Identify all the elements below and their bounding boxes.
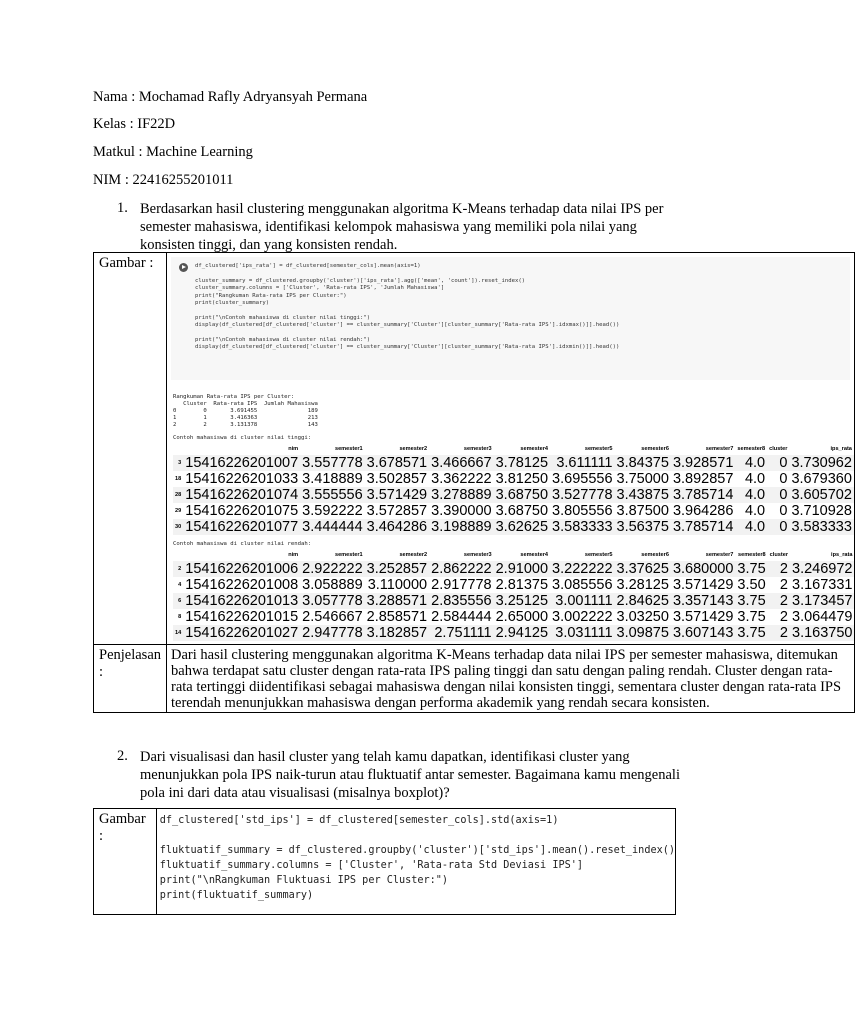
code-line: print(cluster_summary) (195, 299, 270, 306)
row-index: 2 (178, 566, 182, 572)
code-line: print("\nContoh mahasiswa di cluster nilai tinggi:") (195, 314, 371, 321)
code-line: display(df_clustered[df_clustered['cluster'] == cluster_summary['Cluster'][cluster_summary['Rata-rata IPS'].idxmin()]].head()) (195, 344, 620, 351)
table-cell: 3.75 (737, 609, 766, 625)
penjelasan-text: Dari hasil clustering menggunakan algoritma K-Means terhadap data nilai IPS per semester mahasiswa, ditemukan bahwa terdapat satu cluster dengan rata-rata IPS paling tinggi dan satu dengan paling rendah. Cluster dengan rata-rata tertinggi diidentifikasi sebagai mahasiswa dengan nilai konsisten tinggi, sementara cluster dengan rata-rata IPS terendah menunjukkan mahasiswa dengan performa akademik yang rendah secara konsisten. (167, 645, 855, 713)
table-row (173, 593, 854, 609)
table-header-row (173, 548, 854, 561)
code-line: print(fluktuatif_summary) (159, 890, 314, 901)
column-header: semester3 (463, 445, 492, 452)
row-index: 29 (175, 508, 182, 514)
column-header: semester5 (584, 445, 613, 452)
code-line: print("Rangkuman Rata-rata IPS per Cluster:") (195, 292, 347, 299)
table-cell: 3.68750 (495, 487, 549, 503)
table-cell: 3.75 (737, 593, 766, 609)
table-cell: 3.56375 (616, 519, 669, 535)
table-cell: 3.110000 (367, 577, 428, 593)
table-cell: 3.502857 (366, 471, 428, 487)
course-name: Matkul : Machine Learning (93, 144, 253, 160)
table-cell: 3.25125 (495, 593, 549, 609)
table-cell: 3.03250 (616, 609, 669, 625)
table-cell: 3.75000 (616, 471, 669, 487)
table-cell: 3.002222 (552, 609, 613, 625)
table-cell: 3.466667 (431, 455, 492, 471)
table-cell: 2.81375 (495, 577, 549, 593)
table-cell: 4.0 (744, 471, 766, 487)
column-header: ips_rata (830, 445, 852, 452)
question-1-text: Berdasarkan hasil clustering menggunakan algoritma K-Means terhadap data nilai IPS per semester mahasiswa, identifikasi kelompok mahasiswa yang memiliki pola nilai yang konsisten tinggi, dan yang konsisten rendah. (140, 201, 664, 253)
table-cell: 3.001111 (555, 593, 613, 609)
code-line: cluster_summary = df_clustered.groupby('cluster')['ips_rata'].agg(['mean', 'count']).reset_index() (195, 277, 526, 284)
table-cell: 2 (779, 577, 788, 593)
table-cell: 3.085556 (552, 577, 613, 593)
table-cell: 3.678571 (366, 455, 428, 471)
table-cell: 0 (779, 503, 788, 519)
code-line (195, 270, 619, 277)
table-cell: 3.362222 (431, 471, 492, 487)
run-cell-icon[interactable] (179, 263, 188, 272)
row-index: 4 (178, 582, 182, 588)
table-cell: 4.0 (744, 487, 766, 503)
table-cell: 15416226201006 (185, 561, 299, 577)
table-cell: 3.695556 (552, 471, 613, 487)
table-cell: 15416226201033 (185, 471, 299, 487)
table-row (173, 503, 854, 519)
student-class: Kelas : IF22D (93, 116, 176, 132)
gambar-content-2 (156, 809, 675, 915)
table-row (173, 561, 854, 577)
table-cell: 3.527778 (552, 487, 613, 503)
row-index: 18 (175, 476, 182, 482)
student-name: Nama : Mochamad Rafly Adryansyah Permana (93, 89, 368, 105)
table-cell: 3.892857 (672, 471, 734, 487)
table-cell: 3.730962 (791, 455, 852, 471)
table-cell: 3.464286 (366, 519, 428, 535)
table-cell: 3.805556 (552, 503, 613, 519)
row-index: 30 (175, 524, 182, 530)
table-cell: 3.785714 (672, 519, 734, 535)
column-header: semester2 (399, 445, 428, 452)
row-index: 14 (175, 630, 182, 636)
table-cell: 2 (779, 561, 788, 577)
table-cell: 4.0 (744, 503, 766, 519)
table-cell: 2 (779, 593, 788, 609)
row-index: 28 (175, 492, 182, 498)
column-header: semester7 (705, 551, 734, 558)
table-cell: 3.572857 (366, 503, 428, 519)
table-row (173, 625, 854, 641)
code-line: display(df_clustered[df_clustered['cluster'] == cluster_summary['Cluster'][cluster_summary['Rata-rata IPS'].idxmax()]].head()) (195, 322, 620, 329)
table-cell: 3.607143 (672, 625, 734, 641)
table-cell: 3.964286 (672, 503, 734, 519)
table-cell: 4.0 (744, 455, 766, 471)
code-line: df_clustered['std_ips'] = df_clustered[semester_cols].std(axis=1) (159, 815, 559, 826)
column-header: semester6 (641, 551, 669, 558)
table-cell: 3.555556 (302, 487, 363, 503)
table-row (173, 577, 854, 593)
table-cell: 3.064479 (792, 609, 853, 625)
table-cell: 3.84375 (616, 455, 669, 471)
table-cell: 2.94125 (495, 625, 549, 641)
table-row (173, 609, 854, 625)
table-cell: 3.50 (737, 577, 766, 593)
question-1-number: 1. (117, 200, 128, 216)
table-cell: 3.444444 (302, 519, 363, 535)
table-cell: 3.278889 (431, 487, 492, 503)
gambar-content-1 (167, 253, 855, 645)
column-header: semester1 (334, 551, 363, 558)
table-cell: 2.751111 (434, 625, 492, 641)
table-cell: 3.031111 (555, 625, 613, 641)
table-cell: 15416226201008 (185, 577, 299, 593)
table-row (173, 519, 854, 535)
column-header: semester1 (334, 445, 363, 452)
column-header: semester4 (520, 445, 549, 452)
high-cluster-table (173, 442, 854, 535)
table-cell: 15416226201077 (185, 519, 299, 535)
table-cell: 3.78125 (495, 455, 549, 471)
table-cell: 3.198889 (431, 519, 492, 535)
table-cell: 3.62625 (495, 519, 549, 535)
table-cell: 3.75 (737, 625, 766, 641)
table-cell: 0 (779, 471, 788, 487)
code-line: print("\nRangkuman Fluktuasi IPS per Cluster:") (159, 875, 449, 886)
table-row (173, 455, 854, 471)
table-cell: 3.710928 (791, 503, 852, 519)
code-line: df_clustered['ips_rata'] = df_clustered[semester_cols].mean(axis=1) (195, 263, 421, 269)
question-2-number: 2. (117, 748, 128, 764)
table-cell: 3.583333 (791, 519, 852, 535)
gambar-label-2: Gambar : (94, 809, 157, 915)
table-cell: 3.288571 (366, 593, 428, 609)
low-cluster-table (173, 548, 854, 641)
table-cell: 2.862222 (431, 561, 492, 577)
column-header: semester8 (737, 445, 766, 452)
table-cell: 0 (779, 455, 788, 471)
table-cell: 3.252857 (366, 561, 428, 577)
column-header (173, 442, 183, 455)
code-line (160, 828, 675, 843)
column-header: cluster (769, 445, 788, 452)
table-cell: 3.43875 (616, 487, 669, 503)
code-line: print("\nContoh mahasiswa di cluster nilai rendah:") (195, 336, 371, 343)
column-header: ips_rata (831, 551, 853, 558)
table-cell: 3.611111 (556, 455, 613, 471)
table-cell: 3.68750 (495, 503, 549, 519)
table-cell: 3.75 (737, 561, 766, 577)
table-cell: 2.922222 (302, 561, 363, 577)
row-index: 6 (178, 598, 182, 604)
table-cell: 15416226201015 (185, 609, 299, 625)
low-cluster-title: Contoh mahasiswa di cluster nilai rendah: (173, 541, 312, 547)
question-1-table (93, 252, 855, 713)
code-line (195, 330, 619, 337)
row-index: 3 (178, 460, 182, 466)
table-cell: 3.557778 (302, 455, 363, 471)
column-header: semester8 (737, 551, 766, 558)
table-row (173, 471, 854, 487)
table-cell: 15416226201075 (185, 503, 299, 519)
table-cell: 3.928571 (672, 455, 734, 471)
table-cell: 3.057778 (302, 593, 363, 609)
column-header: nim (288, 551, 299, 558)
table-cell: 3.246972 (792, 561, 853, 577)
table-cell: 15416226201013 (185, 593, 299, 609)
table-cell: 3.592222 (302, 503, 363, 519)
table-cell: 2.546667 (302, 609, 363, 625)
column-header: semester2 (399, 551, 428, 558)
table-cell: 3.222222 (552, 561, 613, 577)
table-cell: 3.571429 (672, 609, 734, 625)
table-cell: 2.65000 (495, 609, 549, 625)
code-cell-1 (171, 257, 850, 380)
table-cell: 2.917778 (431, 577, 492, 593)
table-cell: 3.605702 (791, 487, 852, 503)
table-cell: 2.858571 (366, 609, 428, 625)
student-nim: NIM : 22416255201011 (93, 172, 234, 188)
table-cell: 15416226201027 (185, 625, 299, 641)
table-cell: 3.09875 (616, 625, 669, 641)
table-cell: 0 (779, 487, 788, 503)
table-cell: 4.0 (744, 519, 766, 535)
code-line (195, 307, 619, 314)
table-cell: 3.390000 (431, 503, 492, 519)
code-line: cluster_summary.columns = ['Cluster', 'Rata-rata IPS', 'Jumlah Mahasiswa'] (195, 285, 445, 292)
column-header: nim (288, 445, 299, 452)
table-cell: 3.37625 (616, 561, 669, 577)
column-header: semester7 (705, 445, 734, 452)
table-cell: 3.785714 (672, 487, 734, 503)
table-cell: 2.947778 (302, 625, 363, 641)
summary-output: Rangkuman Rata-rata IPS per Cluster: Cluster Rata-rata IPS Jumlah Mahasiswa 0 0 3.691455 189 1 1 3.416363 213 2 2 3.131378 143 (173, 394, 318, 428)
table-cell: 2.84625 (616, 593, 669, 609)
table-cell: 2 (779, 609, 788, 625)
table-cell: 3.81250 (495, 471, 549, 487)
column-header: semester6 (641, 445, 669, 452)
table-cell: 2 (779, 625, 788, 641)
table-cell: 3.571429 (366, 487, 428, 503)
table-cell: 3.167331 (792, 577, 853, 593)
table-cell: 2.835556 (431, 593, 492, 609)
table-cell: 3.680000 (672, 561, 734, 577)
column-header: semester4 (520, 551, 549, 558)
table-cell: 3.163750 (792, 625, 853, 641)
row-index: 8 (178, 614, 182, 620)
column-header: semester5 (584, 551, 613, 558)
question-2-table (93, 808, 676, 915)
table-cell: 3.418889 (302, 471, 363, 487)
table-cell: 3.173457 (792, 593, 853, 609)
code-line: fluktuatif_summary.columns = ['Cluster', 'Rata-rata Std Deviasi IPS'] (159, 860, 583, 871)
code-line: fluktuatif_summary = df_clustered.groupby('cluster')['std_ips'].mean().reset_index() (159, 845, 675, 856)
table-cell: 3.571429 (672, 577, 734, 593)
table-row (173, 487, 854, 503)
table-cell: 2.584444 (431, 609, 492, 625)
table-header-row (173, 442, 854, 455)
table-cell: 3.679360 (791, 471, 852, 487)
table-cell: 3.357143 (672, 593, 734, 609)
code-cell-2-source (157, 809, 675, 903)
table-cell: 15416226201007 (185, 455, 299, 471)
table-cell: 3.28125 (616, 577, 669, 593)
column-header: cluster (769, 551, 788, 558)
table-cell: 2.91000 (495, 561, 549, 577)
table-cell: 3.87500 (616, 503, 669, 519)
code-cell-1-source (195, 263, 619, 352)
high-cluster-title: Contoh mahasiswa di cluster nilai tinggi: (173, 435, 312, 441)
gambar-label-1: Gambar : (94, 253, 167, 645)
table-cell: 15416226201074 (185, 487, 299, 503)
question-2-text: Dari visualisasi dan hasil cluster yang telah kamu dapatkan, identifikasi cluster yang menunjukkan pola IPS naik-turun atau fluktuatif antar semester. Bagaimana kamu mengenali pola ini dari data atau visualisasi (misalnya boxplot)? (140, 749, 680, 801)
table-cell: 3.182857 (366, 625, 428, 641)
table-cell: 3.058889 (302, 577, 363, 593)
table-cell: 3.583333 (552, 519, 613, 535)
penjelasan-label: Penjelasan : (94, 645, 167, 713)
column-header (173, 548, 183, 561)
table-cell: 0 (779, 519, 788, 535)
column-header: semester3 (463, 551, 492, 558)
